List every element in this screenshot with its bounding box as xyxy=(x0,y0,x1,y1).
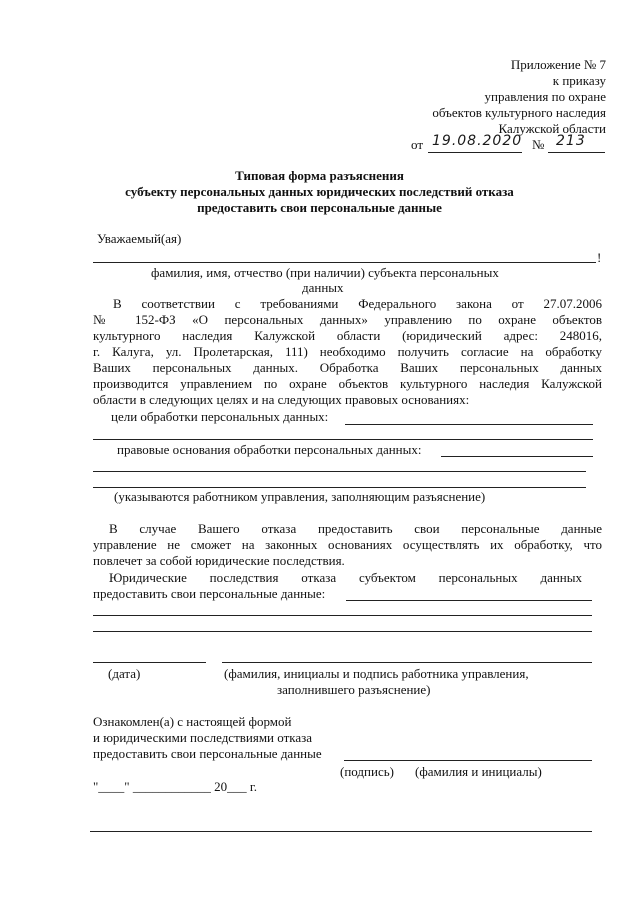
purposes-line-1 xyxy=(345,424,593,425)
bottom-rule xyxy=(90,831,592,832)
appendix-number: Приложение № 7 xyxy=(510,57,606,72)
para1-line7: области в следующих целях и на следующих правовых основаниях: xyxy=(93,392,470,407)
filled-by-note: (указываются работником управления, заполняющим разъяснение) xyxy=(114,489,486,504)
para1-line1: В соответствии с требованиями Федерального закона от 27.07.2006 xyxy=(113,296,602,311)
employee-caption-2: заполнившего разъяснение) xyxy=(277,682,431,697)
subject-name-line xyxy=(93,262,596,263)
consequences-line-1 xyxy=(346,600,592,601)
order-date-label: от xyxy=(411,137,424,152)
purposes-line-2 xyxy=(93,439,593,440)
name-caption: (фамилия и инициалы) xyxy=(415,764,542,779)
legal-label: правовые основания обработки персональных данных: xyxy=(117,442,422,457)
legal-line-2 xyxy=(93,471,586,472)
date-signature-line xyxy=(93,662,206,663)
para2-line3: повлечет за собой юридические последствия. xyxy=(93,553,345,568)
para1-line5: Ваших персональных данных. Обработка Ваших персональных данных xyxy=(93,360,602,375)
para2-line1: В случае Вашего отказа предоставить свои персональные данные xyxy=(109,521,602,536)
appendix-authority-3: Калужской области xyxy=(498,121,606,136)
form-title-1: Типовая форма разъяснения xyxy=(235,168,404,183)
consequences-line-2 xyxy=(93,615,592,616)
employee-signature-line xyxy=(222,662,592,663)
form-title-3: предоставить свои персональные данные xyxy=(197,200,442,215)
acknowledge-line1: Ознакомлен(а) с настоящей формой xyxy=(93,714,292,729)
sign-caption: (подпись) xyxy=(340,764,394,779)
purposes-label: цели обработки персональных данных: xyxy=(111,409,329,424)
date-caption: (дата) xyxy=(108,666,141,681)
greeting: Уважаемый(ая) xyxy=(97,231,182,246)
subject-caption-1: фамилия, имя, отчество (при наличии) субъекта персональных xyxy=(151,265,499,280)
consequences-line2: предоставить свои персональные данные: xyxy=(93,586,326,601)
employee-caption-1: (фамилия, инициалы и подпись работника управления, xyxy=(224,666,529,681)
appendix-authority-1: управления по охране xyxy=(484,89,606,104)
para1-line4: г. Калуга, ул. Пролетарская, 111) необходимо получить согласие на обработку xyxy=(93,344,602,359)
acknowledge-sign-line xyxy=(344,760,592,761)
acknowledge-line2: и юридическими последствиями отказа xyxy=(93,730,313,745)
para2-line2: управление не сможет на законных основаниях осуществлять их обработку, что xyxy=(93,537,602,552)
para1-line3: культурного наследия Калужской области (юридический адрес: 248016, xyxy=(93,328,602,343)
legal-line-1 xyxy=(441,456,593,457)
appendix-authority-2: объектов культурного наследия xyxy=(432,105,606,120)
order-date-handwritten: 19.08.2020 xyxy=(432,133,523,149)
consequences-line1: Юридические последствия отказа субъектом персональных данных xyxy=(109,570,582,585)
legal-line-3 xyxy=(93,487,586,488)
order-number-line xyxy=(548,152,605,153)
appendix-order: к приказу xyxy=(552,73,606,88)
acknowledge-line3: предоставить свои персональные данные xyxy=(93,746,322,761)
form-title-2: субъекту персональных данных юридических последствий отказа xyxy=(125,184,514,199)
acknowledge-date: "____" ____________ 20___ г. xyxy=(93,779,257,794)
order-number-label: № xyxy=(532,137,545,152)
greeting-exclaim: ! xyxy=(597,250,602,265)
order-number-handwritten: 213 xyxy=(556,133,586,149)
order-date-line xyxy=(428,152,522,153)
consequences-line-3 xyxy=(93,631,592,632)
subject-caption-2: данных xyxy=(302,280,344,295)
para1-line6: производится управлением по охране объектов культурного наследия Калужской xyxy=(93,376,602,391)
para1-line2: № 152-ФЗ «О персональных данных» управлению по охране объектов xyxy=(93,312,602,327)
